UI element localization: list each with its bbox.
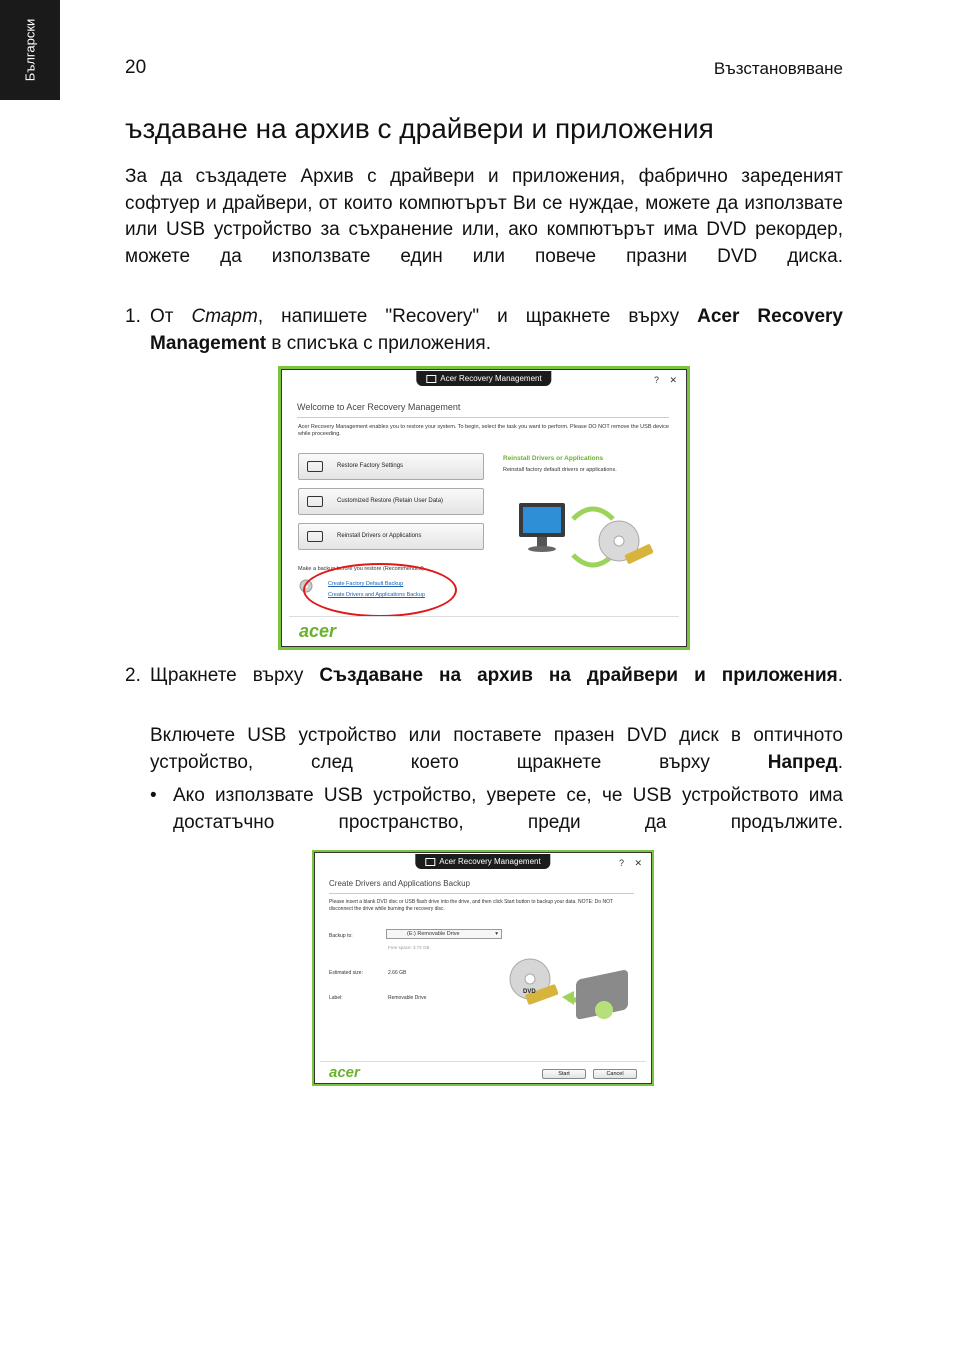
reinstall-icon	[307, 531, 323, 542]
window-title-bar: Acer Recovery Management	[415, 854, 550, 869]
backup-description: Please insert a blank DVD disc or USB flash drive into the drive, and then click Start button to backup your data. NOTE: Do NOT disconnect the drive while burning the recovery disc.	[329, 899, 613, 912]
estimated-size-value: 2.66 GB	[388, 970, 407, 976]
step-2-text: Щракнете върху Създаване на архив на драйвери и приложения.	[150, 665, 843, 686]
recovery-window-screenshot	[278, 366, 690, 650]
free-space: Free space: 3.72 GB	[388, 945, 430, 950]
section-title: ъздаване на архив с драйвери и приложения	[125, 113, 714, 144]
estimated-size-label: Estimated size:	[329, 970, 363, 976]
step-2-instruction: Включете USB устройство или поставете празен DVD диск в оптичното устройство, след което щракнете върху Напред.	[150, 725, 843, 773]
customized-restore-button[interactable]: Customized Restore (Retain User Data)	[298, 488, 484, 515]
cancel-button[interactable]: Cancel	[593, 1069, 637, 1079]
chevron-down-icon: ▾	[495, 931, 498, 937]
recovery-app-icon	[426, 375, 436, 383]
page-number: 20	[125, 57, 147, 78]
restore-factory-settings-button[interactable]: Restore Factory Settings	[298, 453, 484, 480]
window-title-bar: Acer Recovery Management	[416, 371, 551, 386]
reinstall-description: Reinstall factory default drivers or applications.	[503, 467, 617, 473]
welcome-heading: Welcome to Acer Recovery Management	[297, 402, 461, 412]
window-controls[interactable]: ? ✕	[618, 858, 646, 868]
step-number: 1.	[125, 306, 141, 327]
backup-to-dropdown[interactable]: (E:) Removable Drive ▾	[386, 929, 502, 939]
label-value: Removable Drive	[388, 995, 427, 1001]
step-number: 2.	[125, 665, 141, 686]
backup-note: Make a backup before you restore (Recommended).	[298, 566, 426, 572]
start-button[interactable]: Start	[542, 1069, 586, 1079]
backup-window-screenshot	[312, 850, 654, 1086]
running-header: Възстановяване	[713, 59, 843, 78]
intro-paragraph: За да създадете Архив с драйвери и приложения, фабрично зареденият софтуер и драйвери, от които компютърът Ви се нуждае, можете да използвате или USB устройство за съхранение или, ако компютърът има DVD рекордер, можете да използвате един или повече празни DVD диска.	[125, 166, 843, 267]
backup-heading: Create Drivers and Applications Backup	[329, 879, 470, 888]
create-drivers-apps-backup-link[interactable]: Create Drivers and Applications Backup	[328, 592, 425, 598]
acer-logo: acer	[329, 1064, 360, 1081]
monitor-disc-illustration	[513, 497, 661, 577]
label-label: Label:	[329, 995, 343, 1001]
reinstall-title: Reinstall Drivers or Applications	[503, 455, 604, 462]
dvd-label: DVD	[523, 989, 536, 995]
window-controls[interactable]: ? ✕	[653, 375, 681, 385]
restore-icon	[307, 461, 323, 472]
create-factory-default-backup-link[interactable]: Create Factory Default Backup	[328, 581, 404, 587]
language-side-tab	[0, 0, 60, 100]
bullet-mark: •	[150, 785, 157, 806]
welcome-description: Acer Recovery Management enables you to restore your system. To begin, select the task you want to perform. Please DO NOT remove the USB device while proceeding.	[298, 424, 669, 437]
reinstall-drivers-button[interactable]: Reinstall Drivers or Applications	[298, 523, 484, 550]
acer-logo: acer	[299, 621, 337, 641]
step-1-text: От Старт, напишете "Recovery" и щракнете върху Acer Recovery Management в списъка с приложения.	[150, 306, 843, 354]
highlight-circle	[303, 563, 457, 617]
recovery-app-icon	[425, 858, 435, 866]
dvd-to-drive-illustration	[506, 955, 636, 1045]
restore-drive-icon	[307, 496, 323, 507]
backup-to-label: Backup to:	[329, 933, 353, 939]
bullet-text: Ако използвате USB устройство, уверете се, че USB устройството има достатъчно пространство, преди да продължите.	[173, 785, 843, 833]
side-tab-label: Български	[22, 18, 38, 82]
